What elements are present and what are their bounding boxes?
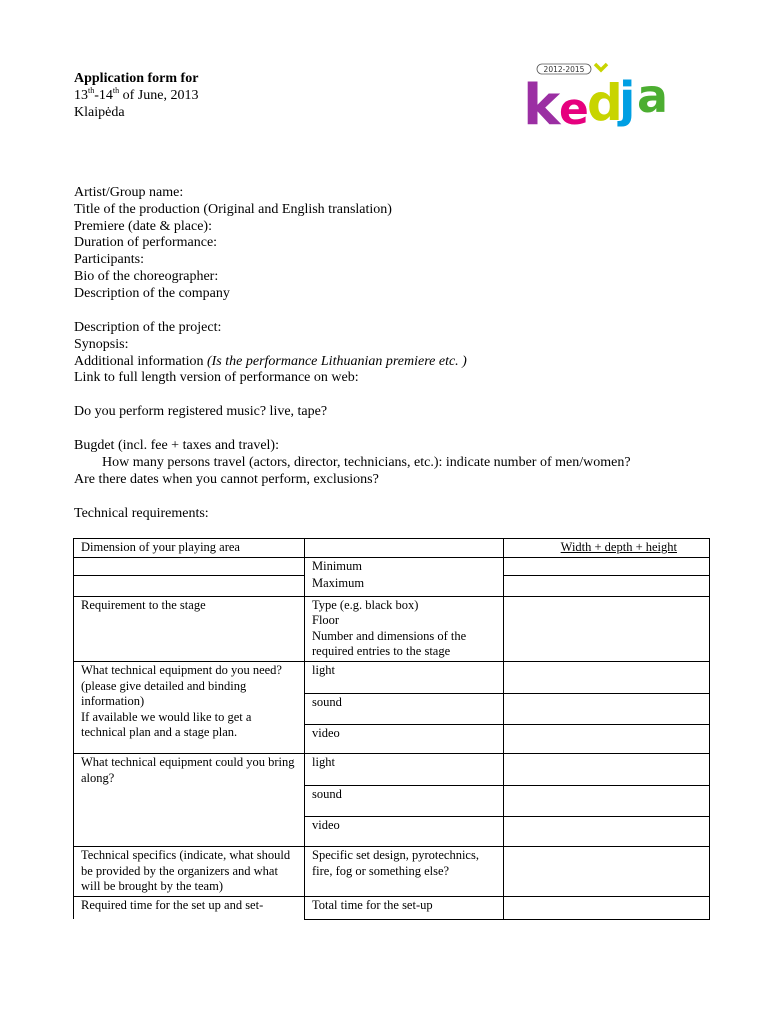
form-title: Application form for xyxy=(74,71,199,86)
field-budget: Bugdet (incl. fee + taxes and travel): xyxy=(74,438,279,453)
table-row xyxy=(74,575,710,596)
form-header xyxy=(74,70,198,121)
logo-letter-a: a xyxy=(637,69,669,123)
field-web-link: Link to full length version of performance on web: xyxy=(74,370,359,386)
table-cell xyxy=(305,539,504,558)
table-row xyxy=(74,662,710,694)
field-additional-info: Additional information (Is the performance Lithuanian premiere etc. ) xyxy=(74,353,467,369)
logo-letter-e: e xyxy=(559,84,589,134)
bring-light-value[interactable] xyxy=(504,754,710,786)
bring-video: video xyxy=(305,817,504,847)
table-row xyxy=(74,557,710,575)
field-premiere: Premiere (date & place): xyxy=(74,218,212,234)
field-synopsis: Synopsis: xyxy=(74,336,129,352)
stage-label: Requirement to the stage xyxy=(74,596,305,661)
setup-time-item: Total time for the set-up xyxy=(305,896,504,919)
technical-specifics-value[interactable] xyxy=(504,847,710,897)
stage-type: Type (e.g. black box) xyxy=(312,597,419,612)
setup-time-label: Required time for the set up and set- xyxy=(74,896,305,919)
technical-specifics-item: Specific set design, pyrotechnics, fire, fog or something else? xyxy=(305,847,504,897)
field-artist-name: Artist/Group name: xyxy=(74,185,184,200)
maximum-label: Maximum xyxy=(305,575,504,596)
field-production-title: Title of the production (Original and English translation) xyxy=(74,201,392,217)
need-light-value[interactable] xyxy=(504,662,710,694)
equipment-need-label: What technical equipment do you need? (please give detailed and binding information) If available we would like to get a technical plan and a stage plan. xyxy=(74,662,305,754)
dimension-header: Width + depth + height xyxy=(504,539,710,558)
minimum-value-cell[interactable] xyxy=(504,557,710,575)
stage-value-cell[interactable] xyxy=(504,596,710,661)
logo-letter-d: d xyxy=(587,74,623,132)
budget-fields xyxy=(74,438,631,488)
field-company-description: Description of the company xyxy=(74,285,230,301)
table-cell xyxy=(74,575,305,596)
field-project-description: Description of the project: xyxy=(74,320,222,335)
bring-sound: sound xyxy=(305,786,504,817)
bring-video-value[interactable] xyxy=(504,817,710,847)
technical-requirements-table xyxy=(73,538,710,920)
setup-time-value[interactable] xyxy=(504,896,710,919)
table-row xyxy=(74,896,710,919)
table-row xyxy=(74,539,710,558)
technical-heading: Technical requirements: xyxy=(74,506,209,521)
stage-items xyxy=(305,596,504,661)
technical-specifics-label: Technical specifics (indicate, what should be provided by the organizers and what will be brought by the team) xyxy=(74,847,305,897)
need-video: video xyxy=(305,725,504,754)
project-fields xyxy=(74,320,467,387)
bring-sound-value[interactable] xyxy=(504,786,710,817)
logo-letter-j: j xyxy=(619,72,636,128)
table-cell xyxy=(74,557,305,575)
logo-years: 2012-2015 xyxy=(543,65,585,74)
event-city: Klaipėda xyxy=(74,105,125,120)
kedja-logo xyxy=(515,58,680,134)
field-participants: Participants: xyxy=(74,252,144,268)
field-choreographer-bio: Bio of the choreographer: xyxy=(74,268,219,284)
event-date: 13th-14th of June, 2013 xyxy=(74,86,199,103)
table-row xyxy=(74,754,710,786)
stage-floor: Floor xyxy=(312,613,340,628)
need-sound-value[interactable] xyxy=(504,694,710,725)
field-exclusions: Are there dates when you cannot perform, exclusions? xyxy=(74,471,379,487)
need-sound: sound xyxy=(305,694,504,725)
maximum-value-cell[interactable] xyxy=(504,575,710,596)
logo-caron-icon xyxy=(595,64,607,70)
need-light: light xyxy=(305,662,504,694)
equipment-bring-label: What technical equipment could you bring along? xyxy=(74,754,305,847)
dimension-label: Dimension of your playing area xyxy=(74,539,305,558)
field-music: Do you perform registered music? live, tape? xyxy=(74,404,328,419)
table-row xyxy=(74,596,710,661)
stage-entries: Number and dimensions of the required entries to the stage xyxy=(312,628,467,659)
logo-letter-k: k xyxy=(523,73,561,134)
bring-light: light xyxy=(305,754,504,786)
need-video-value[interactable] xyxy=(504,725,710,754)
field-travel-persons: How many persons travel (actors, director, technicians, etc.): indicate number of men/women? xyxy=(102,454,631,470)
field-duration: Duration of performance: xyxy=(74,235,218,251)
minimum-label: Minimum xyxy=(305,557,504,575)
artist-fields xyxy=(74,185,392,303)
table-row xyxy=(74,847,710,897)
